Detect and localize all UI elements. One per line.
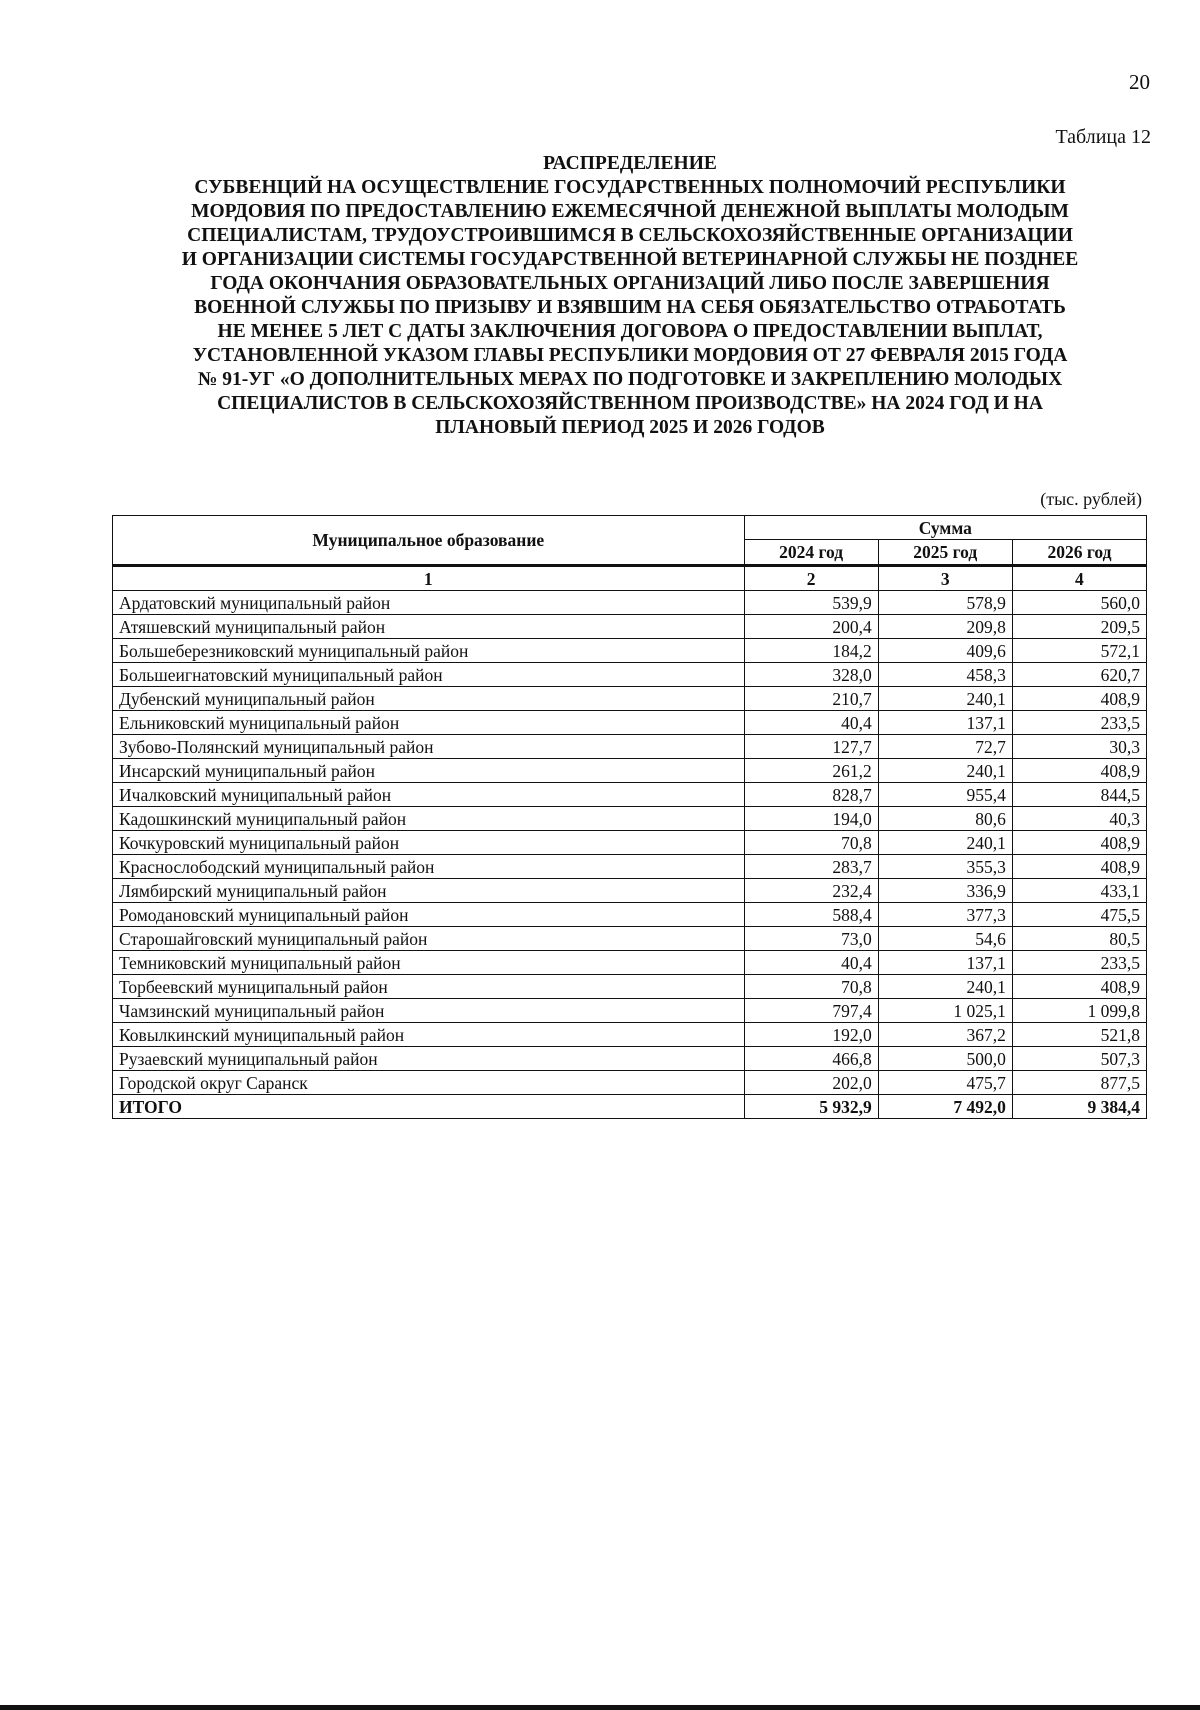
value-2025: 955,4 — [878, 783, 1012, 807]
value-2025: 336,9 — [878, 879, 1012, 903]
header-sum: Сумма — [744, 516, 1146, 540]
municipality-name: Лямбирский муниципальный район — [113, 879, 745, 903]
table-row — [113, 783, 1147, 807]
value-2025: 80,6 — [878, 807, 1012, 831]
municipality-name: Старошайговский муниципальный район — [113, 927, 745, 951]
municipality-name: Ичалковский муниципальный район — [113, 783, 745, 807]
heading-line: ПЛАНОВЫЙ ПЕРИОД 2025 И 2026 ГОДОВ — [435, 417, 825, 438]
value-2025: 240,1 — [878, 687, 1012, 711]
value-2026: 408,9 — [1012, 975, 1146, 999]
total-row — [113, 1095, 1147, 1119]
scan-bottom-edge — [0, 1705, 1200, 1710]
table-row — [113, 591, 1147, 615]
column-number: 4 — [1012, 566, 1146, 591]
table-row — [113, 1047, 1147, 1071]
municipality-name: Зубово-Полянский муниципальный район — [113, 735, 745, 759]
value-2024: 184,2 — [744, 639, 878, 663]
column-number: 3 — [878, 566, 1012, 591]
municipality-name: Кадошкинский муниципальный район — [113, 807, 745, 831]
table-row — [113, 735, 1147, 759]
value-2025: 137,1 — [878, 711, 1012, 735]
value-2026: 233,5 — [1012, 951, 1146, 975]
value-2024: 797,4 — [744, 999, 878, 1023]
value-2024: 127,7 — [744, 735, 878, 759]
value-2024: 283,7 — [744, 855, 878, 879]
value-2026: 620,7 — [1012, 663, 1146, 687]
heading-line: И ОРГАНИЗАЦИИ СИСТЕМЫ ГОСУДАРСТВЕННОЙ ВЕТЕРИНАРНОЙ СЛУЖБЫ НЕ ПОЗДНЕЕ — [181, 249, 1079, 270]
municipality-name: Ромодановский муниципальный район — [113, 903, 745, 927]
value-2025: 240,1 — [878, 975, 1012, 999]
value-2025: 54,6 — [878, 927, 1012, 951]
header-year-2026: 2026 год — [1012, 540, 1146, 566]
municipality-name: Большеигнатовский муниципальный район — [113, 663, 745, 687]
municipality-name: Атяшевский муниципальный район — [113, 615, 745, 639]
value-2025: 1 025,1 — [878, 999, 1012, 1023]
value-2026: 844,5 — [1012, 783, 1146, 807]
table-row — [113, 711, 1147, 735]
table-row — [113, 663, 1147, 687]
municipality-name: Ельниковский муниципальный район — [113, 711, 745, 735]
heading-line: РАСПРЕДЕЛЕНИЕ — [543, 153, 717, 174]
value-2026: 80,5 — [1012, 927, 1146, 951]
value-2026: 40,3 — [1012, 807, 1146, 831]
total-label: ИТОГО — [113, 1095, 745, 1119]
value-2024: 40,4 — [744, 711, 878, 735]
value-2026: 1 099,8 — [1012, 999, 1146, 1023]
value-2025: 578,9 — [878, 591, 1012, 615]
municipality-name: Кочкуровский муниципальный район — [113, 831, 745, 855]
value-2025: 240,1 — [878, 831, 1012, 855]
header-year-2025: 2025 год — [878, 540, 1012, 566]
value-2026: 30,3 — [1012, 735, 1146, 759]
value-2026: 572,1 — [1012, 639, 1146, 663]
distribution-table — [112, 515, 1147, 1119]
value-2024: 194,0 — [744, 807, 878, 831]
value-2024: 70,8 — [744, 975, 878, 999]
value-2025: 355,3 — [878, 855, 1012, 879]
value-2024: 232,4 — [744, 879, 878, 903]
value-2026: 233,5 — [1012, 711, 1146, 735]
value-2025: 409,6 — [878, 639, 1012, 663]
value-2025: 367,2 — [878, 1023, 1012, 1047]
municipality-name: Темниковский муниципальный район — [113, 951, 745, 975]
municipality-name: Ардатовский муниципальный район — [113, 591, 745, 615]
table-row — [113, 687, 1147, 711]
table-row — [113, 1071, 1147, 1095]
table-row — [113, 951, 1147, 975]
value-2024: 210,7 — [744, 687, 878, 711]
municipality-name: Инсарский муниципальный район — [113, 759, 745, 783]
value-2024: 466,8 — [744, 1047, 878, 1071]
municipality-name: Большеберезниковский муниципальный район — [113, 639, 745, 663]
value-2026: 521,8 — [1012, 1023, 1146, 1047]
total-2026: 9 384,4 — [1012, 1095, 1146, 1119]
heading-line: УСТАНОВЛЕННОЙ УКАЗОМ ГЛАВЫ РЕСПУБЛИКИ МОРДОВИЯ ОТ 27 ФЕВРАЛЯ 2015 ГОДА — [192, 345, 1068, 366]
value-2025: 377,3 — [878, 903, 1012, 927]
value-2024: 328,0 — [744, 663, 878, 687]
total-2024: 5 932,9 — [744, 1095, 878, 1119]
table-row — [113, 999, 1147, 1023]
value-2024: 73,0 — [744, 927, 878, 951]
value-2026: 560,0 — [1012, 591, 1146, 615]
units-label: (тыс. рублей) — [1040, 489, 1142, 509]
value-2024: 40,4 — [744, 951, 878, 975]
value-2025: 458,3 — [878, 663, 1012, 687]
table-label: Таблица 12 — [1055, 126, 1151, 148]
heading-line: № 91-УГ «О ДОПОЛНИТЕЛЬНЫХ МЕРАХ ПО ПОДГОТОВКЕ И ЗАКРЕПЛЕНИЮ МОЛОДЫХ — [197, 369, 1063, 390]
value-2024: 70,8 — [744, 831, 878, 855]
value-2025: 72,7 — [878, 735, 1012, 759]
value-2024: 192,0 — [744, 1023, 878, 1047]
page-number: 20 — [1129, 70, 1150, 94]
header-municipality: Муниципальное образование — [113, 516, 745, 566]
value-2026: 209,5 — [1012, 615, 1146, 639]
value-2025: 475,7 — [878, 1071, 1012, 1095]
header-year-2024: 2024 год — [744, 540, 878, 566]
value-2024: 828,7 — [744, 783, 878, 807]
value-2024: 588,4 — [744, 903, 878, 927]
table-row — [113, 927, 1147, 951]
document-heading — [100, 152, 1160, 440]
value-2024: 539,9 — [744, 591, 878, 615]
value-2026: 408,9 — [1012, 687, 1146, 711]
heading-line: ВОЕННОЙ СЛУЖБЫ ПО ПРИЗЫВУ И ВЗЯВШИМ НА СЕБЯ ОБЯЗАТЕЛЬСТВО ОТРАБОТАТЬ — [194, 297, 1066, 318]
value-2026: 408,9 — [1012, 759, 1146, 783]
heading-line: НЕ МЕНЕЕ 5 ЛЕТ С ДАТЫ ЗАКЛЮЧЕНИЯ ДОГОВОРА О ПРЕДОСТАВЛЕНИИ ВЫПЛАТ, — [217, 321, 1043, 342]
table-row — [113, 975, 1147, 999]
value-2025: 137,1 — [878, 951, 1012, 975]
value-2026: 433,1 — [1012, 879, 1146, 903]
table-row — [113, 759, 1147, 783]
table-row — [113, 855, 1147, 879]
municipality-name: Торбеевский муниципальный район — [113, 975, 745, 999]
municipality-name: Городской округ Саранск — [113, 1071, 745, 1095]
column-number: 1 — [113, 566, 745, 591]
value-2026: 507,3 — [1012, 1047, 1146, 1071]
heading-line: ГОДА ОКОНЧАНИЯ ОБРАЗОВАТЕЛЬНЫХ ОРГАНИЗАЦИЙ ЛИБО ПОСЛЕ ЗАВЕРШЕНИЯ — [210, 273, 1050, 294]
heading-line: СУБВЕНЦИЙ НА ОСУЩЕСТВЛЕНИЕ ГОСУДАРСТВЕННЫХ ПОЛНОМОЧИЙ РЕСПУБЛИКИ — [194, 177, 1066, 198]
municipality-name: Чамзинский муниципальный район — [113, 999, 745, 1023]
table-row — [113, 831, 1147, 855]
value-2024: 261,2 — [744, 759, 878, 783]
value-2026: 408,9 — [1012, 855, 1146, 879]
table-row — [113, 615, 1147, 639]
value-2025: 209,8 — [878, 615, 1012, 639]
table-row — [113, 903, 1147, 927]
value-2025: 500,0 — [878, 1047, 1012, 1071]
table-row — [113, 807, 1147, 831]
value-2024: 200,4 — [744, 615, 878, 639]
municipality-name: Ковылкинский муниципальный район — [113, 1023, 745, 1047]
municipality-name: Дубенский муниципальный район — [113, 687, 745, 711]
value-2026: 877,5 — [1012, 1071, 1146, 1095]
column-number-row — [113, 566, 1147, 591]
value-2024: 202,0 — [744, 1071, 878, 1095]
heading-line: МОРДОВИЯ ПО ПРЕДОСТАВЛЕНИЮ ЕЖЕМЕСЯЧНОЙ ДЕНЕЖНОЙ ВЫПЛАТЫ МОЛОДЫМ — [191, 201, 1069, 222]
heading-line: СПЕЦИАЛИСТАМ, ТРУДОУСТРОИВШИМСЯ В СЕЛЬСКОХОЗЯЙСТВЕННЫЕ ОРГАНИЗАЦИИ — [187, 225, 1073, 246]
value-2025: 240,1 — [878, 759, 1012, 783]
table-row — [113, 1023, 1147, 1047]
total-2025: 7 492,0 — [878, 1095, 1012, 1119]
table-row — [113, 639, 1147, 663]
value-2026: 408,9 — [1012, 831, 1146, 855]
table-row — [113, 879, 1147, 903]
heading-line: СПЕЦИАЛИСТОВ В СЕЛЬСКОХОЗЯЙСТВЕННОМ ПРОИЗВОДСТВЕ» НА 2024 ГОД И НА — [217, 393, 1043, 414]
column-number: 2 — [744, 566, 878, 591]
municipality-name: Рузаевский муниципальный район — [113, 1047, 745, 1071]
value-2026: 475,5 — [1012, 903, 1146, 927]
municipality-name: Краснослободский муниципальный район — [113, 855, 745, 879]
